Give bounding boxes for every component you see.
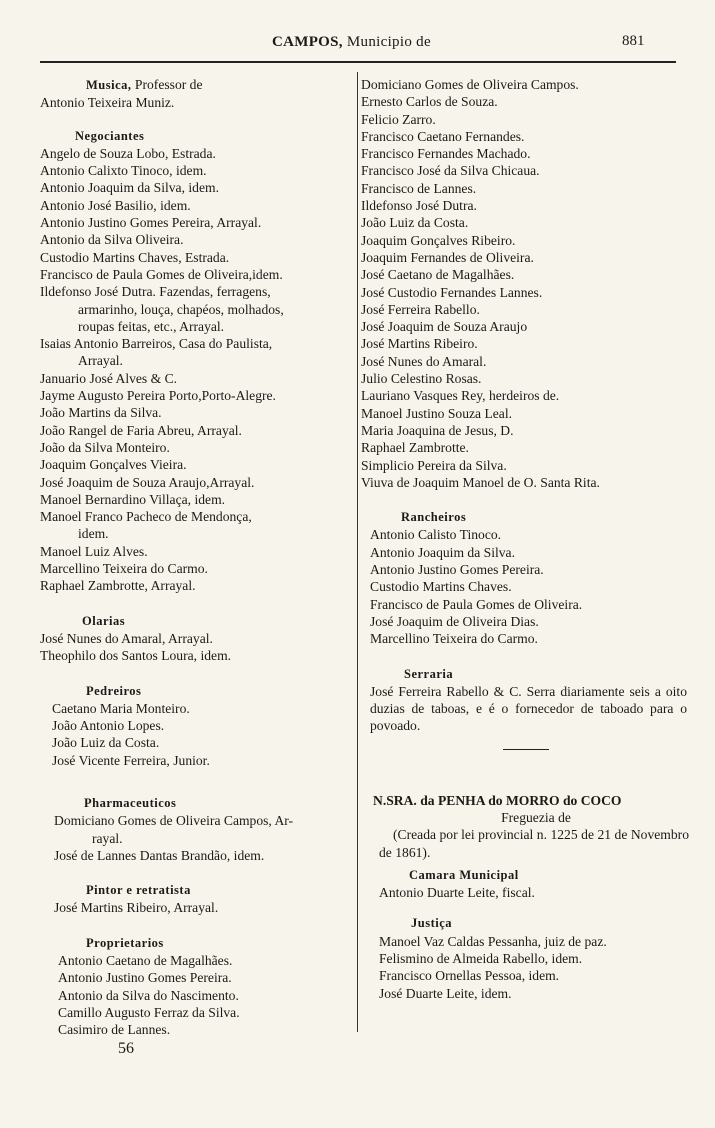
right-column bbox=[361, 76, 691, 1002]
entry: Caetano Maria Monteiro. bbox=[52, 700, 190, 716]
entry: João Luiz da Costa. bbox=[52, 735, 160, 751]
entry: José de Lannes Dantas Brandão, idem. bbox=[54, 847, 265, 863]
entry: Antonio Calisto Tinoco. bbox=[370, 527, 502, 543]
entry: José Duarte Leite, idem. bbox=[379, 985, 512, 1001]
entry: Manoel Franco Pacheco de Mendonça, bbox=[40, 509, 252, 525]
section-heading-pharmaceuticos: Pharmaceuticos bbox=[84, 795, 177, 810]
section-pharmaceuticos bbox=[40, 812, 358, 864]
entry: Ernesto Carlos de Souza. bbox=[361, 94, 498, 110]
entry: Antonio Justino Gomes Pereira. bbox=[370, 562, 544, 578]
section-proprietarios-continued bbox=[361, 76, 691, 491]
entry: Ildefonso José Dutra. Fazendas, ferragens, bbox=[40, 284, 271, 300]
section-heading-olarias: Olarias bbox=[82, 613, 126, 628]
entry: Angelo de Souza Lobo, Estrada. bbox=[40, 145, 216, 161]
entry: Antonio Justino Gomes Pereira. bbox=[58, 970, 232, 986]
entry: Francisco Fernandes Machado. bbox=[361, 146, 531, 162]
entry: Francisco de Paula Gomes de Oliveira. bbox=[370, 596, 583, 612]
section-heading-camara: Camara Municipal bbox=[409, 867, 519, 882]
entry: Antonio Calixto Tinoco, idem. bbox=[40, 163, 207, 179]
section-rancheiros bbox=[361, 526, 691, 647]
section-olarias bbox=[40, 630, 358, 665]
entry: Domiciano Gomes de Oliveira Campos, Ar- bbox=[54, 813, 294, 829]
entry: Francisco de Paula Gomes de Oliveira,idem. bbox=[40, 266, 283, 282]
page-header bbox=[0, 30, 715, 64]
entry: Antonio Justino Gomes Pereira, Arrayal. bbox=[40, 215, 262, 231]
freguezia-title: N.SRA. da PENHA do MORRO do COCO bbox=[373, 792, 622, 808]
entry: Custodio Martins Chaves, Estrada. bbox=[40, 249, 230, 265]
section-heading-rancheiros: Rancheiros bbox=[401, 510, 467, 525]
section-heading: Musica, bbox=[86, 78, 132, 92]
entry: Joaquim Fernandes de Oliveira. bbox=[361, 249, 534, 265]
entry: João Martins da Silva. bbox=[40, 405, 162, 421]
section-heading-justica: Justiça bbox=[411, 916, 452, 931]
entry-continuation: Arrayal. bbox=[78, 353, 123, 369]
section-pintor bbox=[40, 899, 358, 916]
serraria-text: José Ferreira Rabello & C. Serra diariamente seis a oito duzias de taboas, e é o fornecedor de taboado para o povoado. bbox=[370, 683, 687, 734]
entry: Marcellino Teixeira do Carmo. bbox=[370, 631, 538, 647]
entry: Joaquim Gonçalves Vieira. bbox=[40, 457, 187, 473]
entry-continuation: armarinho, louça, chapéos, molhados, bbox=[78, 301, 284, 317]
entry: Camillo Augusto Ferraz da Silva. bbox=[58, 1004, 240, 1020]
entry: José Custodio Fernandes Lannes. bbox=[361, 284, 543, 300]
entry: Theophilo dos Santos Loura, idem. bbox=[40, 648, 232, 664]
entry: Marcellino Teixeira do Carmo. bbox=[40, 561, 208, 577]
entry: José Martins Ribeiro, Arrayal. bbox=[54, 900, 219, 916]
entry: Francisco de Lannes. bbox=[361, 180, 477, 196]
entry-continuation: rayal. bbox=[92, 830, 123, 846]
entry: Francisco Ornellas Pessoa, idem. bbox=[379, 968, 560, 984]
entry: Manoel Luiz Alves. bbox=[40, 543, 148, 559]
entry: Manoel Vaz Caldas Pessanha, juiz de paz. bbox=[379, 933, 607, 949]
header-rule bbox=[40, 61, 676, 63]
entry: José Joaquim de Oliveira Dias. bbox=[370, 613, 539, 629]
section-heading-pintor: Pintor e retratista bbox=[86, 883, 191, 898]
entry: Manoel Bernardino Villaça, idem. bbox=[40, 491, 226, 507]
freguezia-note: (Creada por lei provincial n. 1225 de 21 de Novembro de 1861). bbox=[379, 827, 689, 860]
section-camara bbox=[361, 884, 691, 901]
entry: Antonio Joaquim da Silva, idem. bbox=[40, 180, 219, 196]
entry: Ildefonso José Dutra. bbox=[361, 198, 477, 214]
entry: Joaquim Gonçalves Ribeiro. bbox=[361, 232, 516, 248]
entry: Maria Joaquina de Jesus, D. bbox=[361, 422, 514, 438]
entry: Casimiro de Lannes. bbox=[58, 1022, 171, 1038]
section-musica bbox=[40, 76, 358, 94]
section-heading-proprietarios: Proprietarios bbox=[86, 935, 164, 950]
entry: Antonio Teixeira Muniz. bbox=[40, 95, 175, 111]
entry: Lauriano Vasques Rey, herdeiros de. bbox=[361, 388, 560, 404]
entry: Antonio da Silva do Nascimento. bbox=[58, 987, 239, 1003]
entry: José Ferreira Rabello. bbox=[361, 301, 480, 317]
entry-continuation: roupas feitas, etc., Arrayal. bbox=[78, 318, 225, 334]
entry: José Vicente Ferreira, Junior. bbox=[52, 752, 210, 768]
section-pedreiros bbox=[40, 700, 358, 769]
entry: José Nunes do Amaral. bbox=[361, 353, 487, 369]
entry: Viuva de Joaquim Manoel de O. Santa Rita. bbox=[361, 474, 600, 490]
entry: João da Silva Monteiro. bbox=[40, 439, 170, 455]
entry: Jayme Augusto Pereira Porto,Porto-Alegre. bbox=[40, 388, 276, 404]
entry: José Joaquim de Souza Araujo bbox=[361, 319, 528, 335]
entry: Felicio Zarro. bbox=[361, 111, 436, 127]
section-rule bbox=[503, 749, 549, 750]
entry: Domiciano Gomes de Oliveira Campos. bbox=[361, 77, 579, 92]
section-heading-serraria: Serraria bbox=[404, 666, 454, 681]
section-proprietarios bbox=[40, 952, 358, 1038]
page-number-bottom: 56 bbox=[118, 1040, 134, 1057]
entry: Julio Celestino Rosas. bbox=[361, 371, 482, 387]
section-heading-rest: Professor de bbox=[134, 77, 203, 92]
entry: José Nunes do Amaral, Arrayal. bbox=[40, 630, 213, 646]
entry: Isaias Antonio Barreiros, Casa do Paulista, bbox=[40, 336, 273, 352]
entry: Francisco Caetano Fernandes. bbox=[361, 128, 525, 144]
entry: Antonio Joaquim da Silva. bbox=[370, 544, 515, 560]
left-column bbox=[40, 76, 358, 1039]
entry: Custodio Martins Chaves. bbox=[370, 579, 512, 595]
entry-continuation: idem. bbox=[78, 526, 109, 542]
entry: Francisco José da Silva Chicaua. bbox=[361, 163, 540, 179]
entry: José Caetano de Magalhães. bbox=[361, 267, 515, 283]
freguezia-subtitle: Freguezia de bbox=[501, 809, 571, 825]
entry: João Luiz da Costa. bbox=[361, 215, 469, 231]
entry: Felismino de Almeida Rabello, idem. bbox=[379, 951, 583, 967]
section-negociantes bbox=[40, 145, 358, 595]
section-justica bbox=[361, 933, 691, 1002]
entry: José Martins Ribeiro. bbox=[361, 336, 478, 352]
entry: Januario José Alves & C. bbox=[40, 370, 178, 386]
entry: Antonio José Basilio, idem. bbox=[40, 197, 191, 213]
entry: João Rangel de Faria Abreu, Arrayal. bbox=[40, 422, 242, 438]
entry: Antonio Duarte Leite, fiscal. bbox=[379, 885, 535, 901]
entry: José Joaquim de Souza Araujo,Arrayal. bbox=[40, 474, 255, 490]
entry: Antonio Caetano de Magalhães. bbox=[58, 953, 233, 969]
entry: Manoel Justino Souza Leal. bbox=[361, 405, 513, 421]
page-number-top: 881 bbox=[622, 33, 645, 49]
entry: João Antonio Lopes. bbox=[52, 718, 165, 734]
entry: Antonio da Silva Oliveira. bbox=[40, 232, 184, 248]
entry: Simplicio Pereira da Silva. bbox=[361, 457, 507, 473]
entry: Raphael Zambrotte. bbox=[361, 440, 469, 456]
section-heading-pedreiros: Pedreiros bbox=[86, 683, 142, 698]
entry: Raphael Zambrotte, Arrayal. bbox=[40, 578, 196, 594]
running-title: CAMPOS, Municipio de bbox=[272, 34, 431, 50]
section-heading-negociantes: Negociantes bbox=[75, 128, 145, 143]
